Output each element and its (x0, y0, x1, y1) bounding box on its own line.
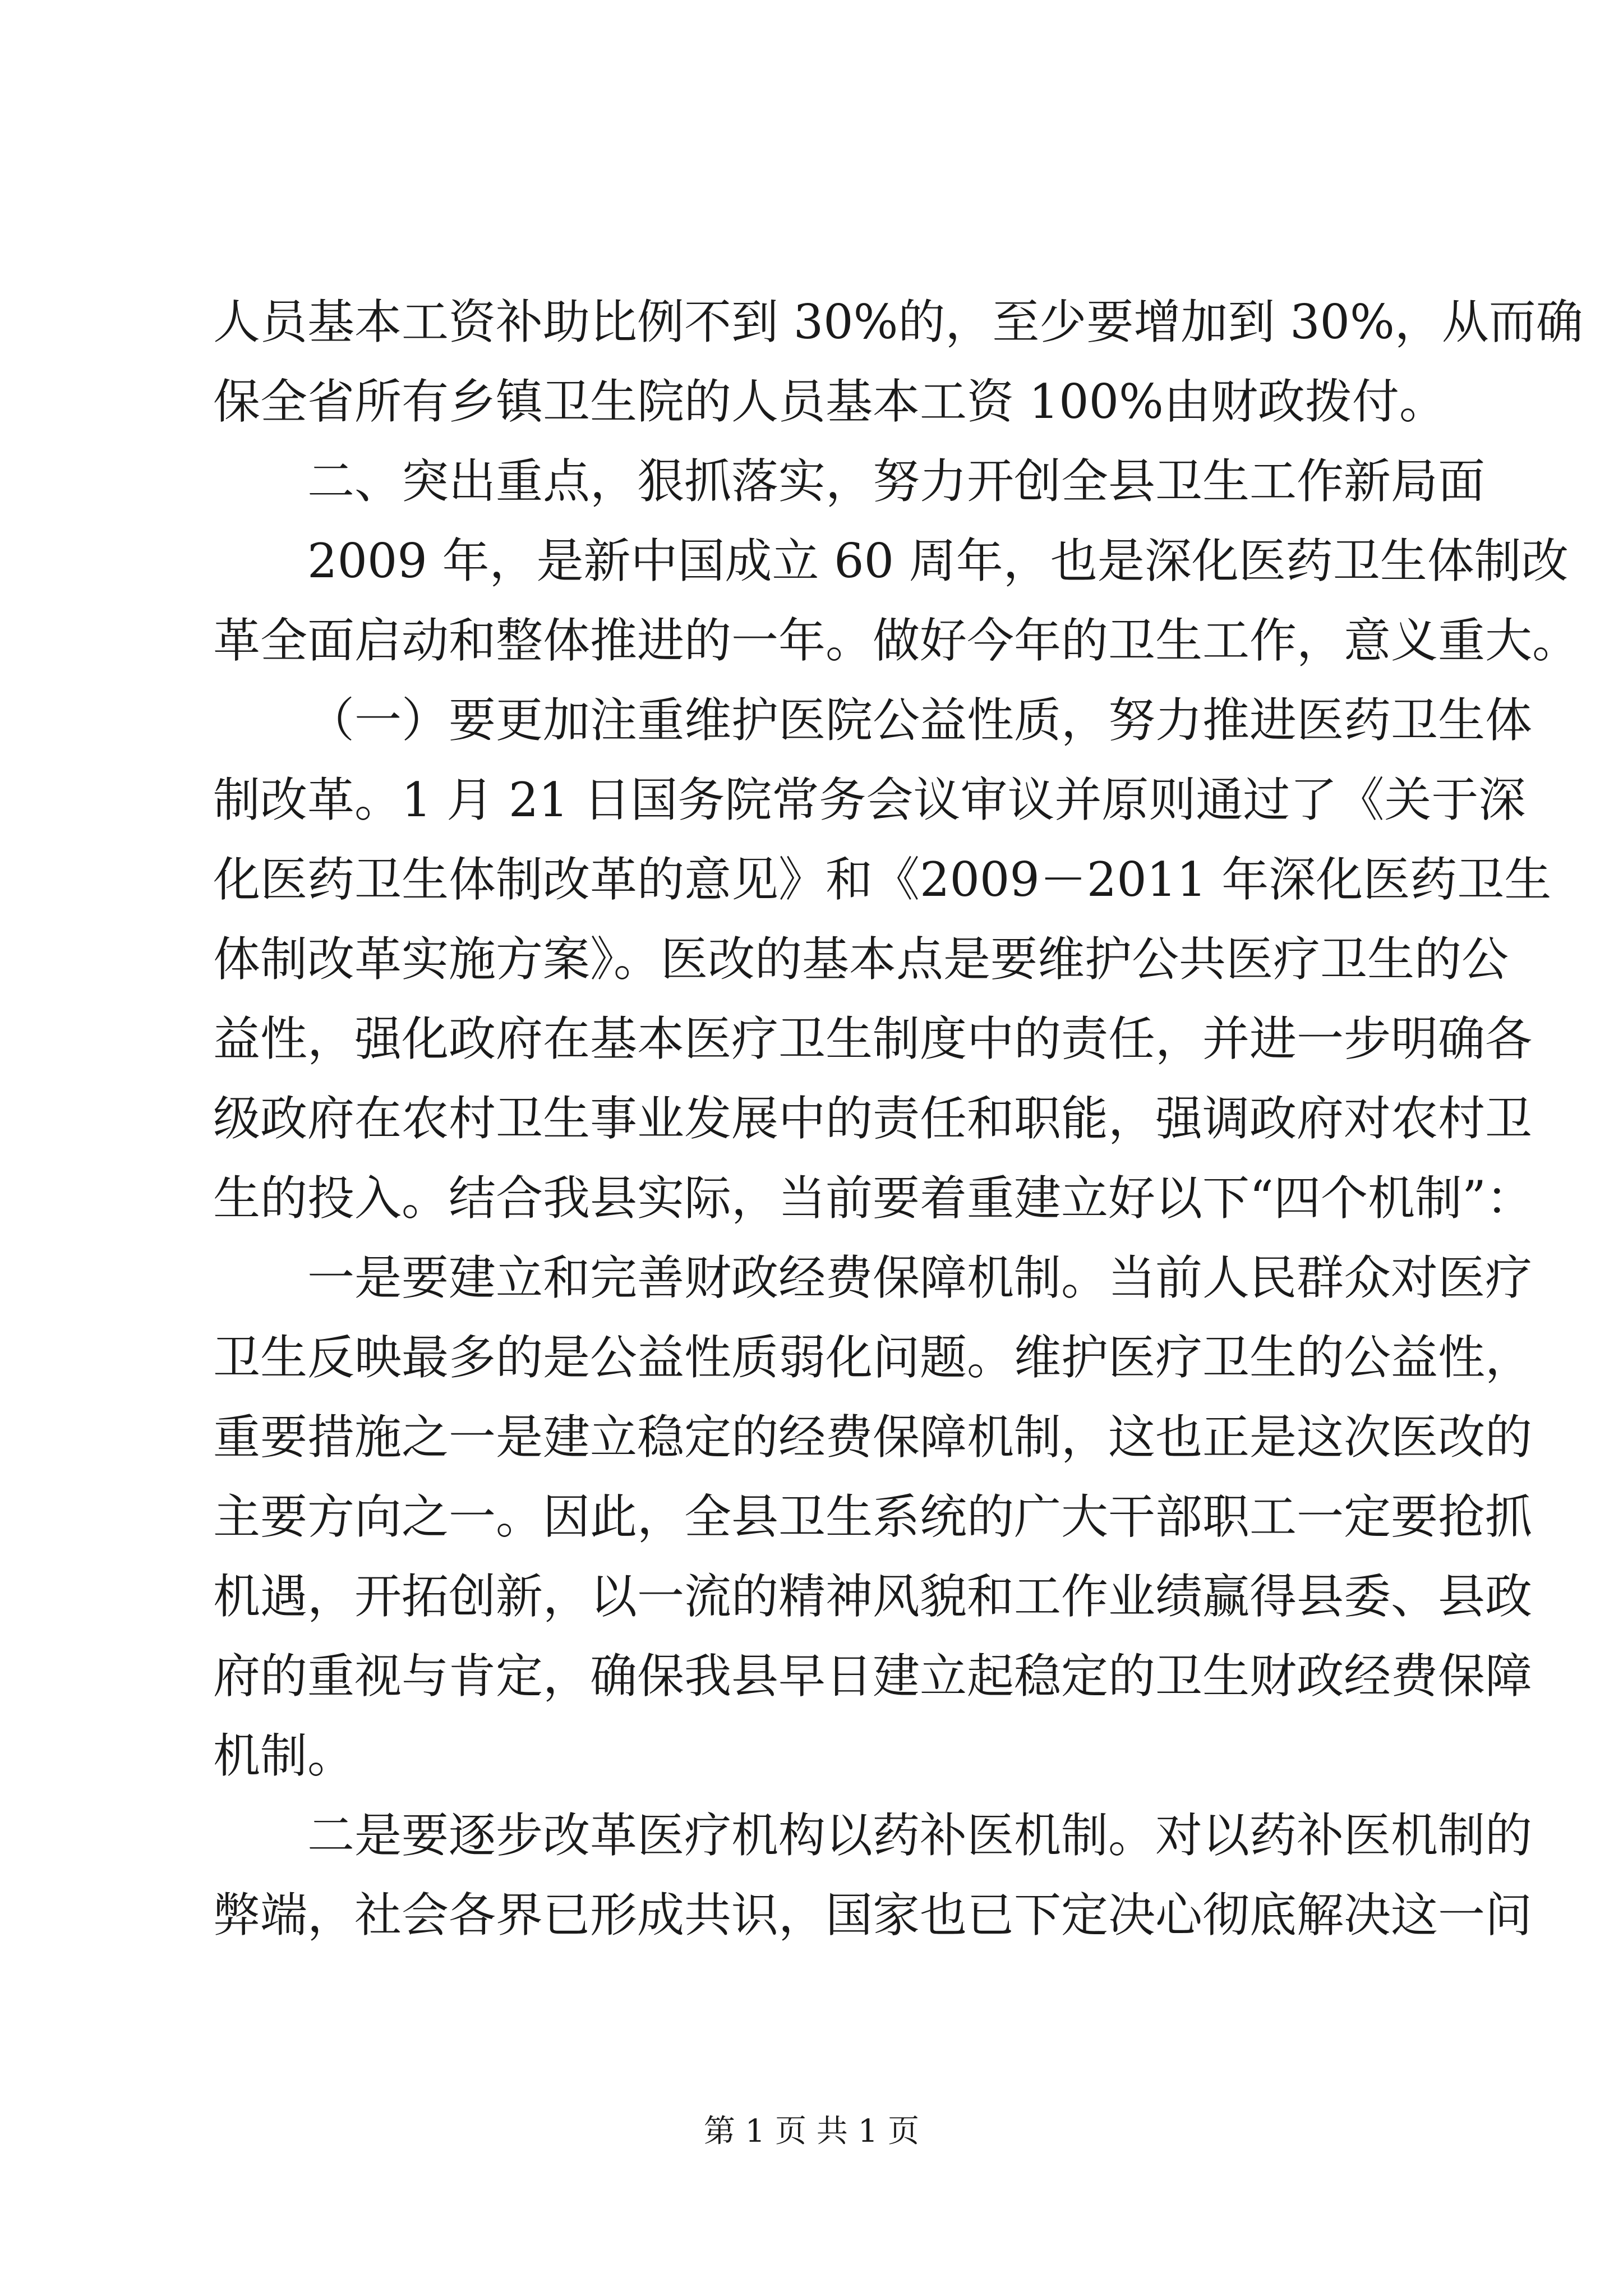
text-line: 级政府在农村卫生事业发展中的责任和职能，强调政府对农村卫 (213, 1091, 1533, 1146)
text-line: （一）要更加注重维护医院公益性质，努力推进医药卫生体 (307, 693, 1533, 748)
text-line: 体制改革实施方案》。医改的基本点是要维护公共医疗卫生的公 (213, 932, 1509, 987)
text-line: 人员基本工资补助比例不到 30%的，至少要增加到 30%，从而确 (213, 295, 1583, 349)
text-line: 一是要建立和完善财政经费保障机制。当前人民群众对医疗 (307, 1250, 1533, 1305)
text-line: 化医药卫生体制改革的意见》和《2009－2011 年深化医药卫生 (213, 852, 1552, 907)
text-line: 二、突出重点，狠抓落实，努力开创全县卫生工作新局面 (307, 454, 1486, 509)
text-line: 府的重视与肯定，确保我县早日建立起稳定的卫生财政经费保障 (213, 1649, 1533, 1704)
text-line: 机遇，开拓创新，以一流的精神风貌和工作业绩赢得县委、县政 (213, 1569, 1533, 1624)
text-line: 制改革。1 月 21 日国务院常务会议审议并原则通过了《关于深 (213, 772, 1526, 827)
text-line: 革全面启动和整体推进的一年。做好今年的卫生工作，意义重大。 (213, 613, 1580, 668)
text-line: 机制。 (213, 1728, 355, 1783)
text-line: 弊端，社会各界已形成共识，国家也已下定决心彻底解决这一问 (213, 1888, 1533, 1943)
text-line: 2009 年，是新中国成立 60 周年，也是深化医药卫生体制改 (307, 533, 1569, 588)
text-line: 卫生反映最多的是公益性质弱化问题。维护医疗卫生的公益性， (213, 1330, 1533, 1385)
text-line: 二是要逐步改革医疗机构以药补医机制。对以药补医机制的 (307, 1808, 1533, 1863)
text-line: 保全省所有乡镇卫生院的人员基本工资 100%由财政拨付。 (213, 374, 1446, 429)
text-line: 益性，强化政府在基本医疗卫生制度中的责任，并进一步明确各 (213, 1011, 1533, 1066)
text-line: 生的投入。结合我县实际，当前要着重建立好以下“四个机制”： (213, 1171, 1533, 1226)
text-line: 主要方向之一。因此，全县卫生系统的广大干部职工一定要抢抓 (213, 1489, 1533, 1544)
text-line: 重要措施之一是建立稳定的经费保障机制，这也正是这次医改的 (213, 1410, 1533, 1465)
body-text (213, 291, 1583, 1963)
page-footer: 第 1 页 共 1 页 (703, 2113, 920, 2150)
